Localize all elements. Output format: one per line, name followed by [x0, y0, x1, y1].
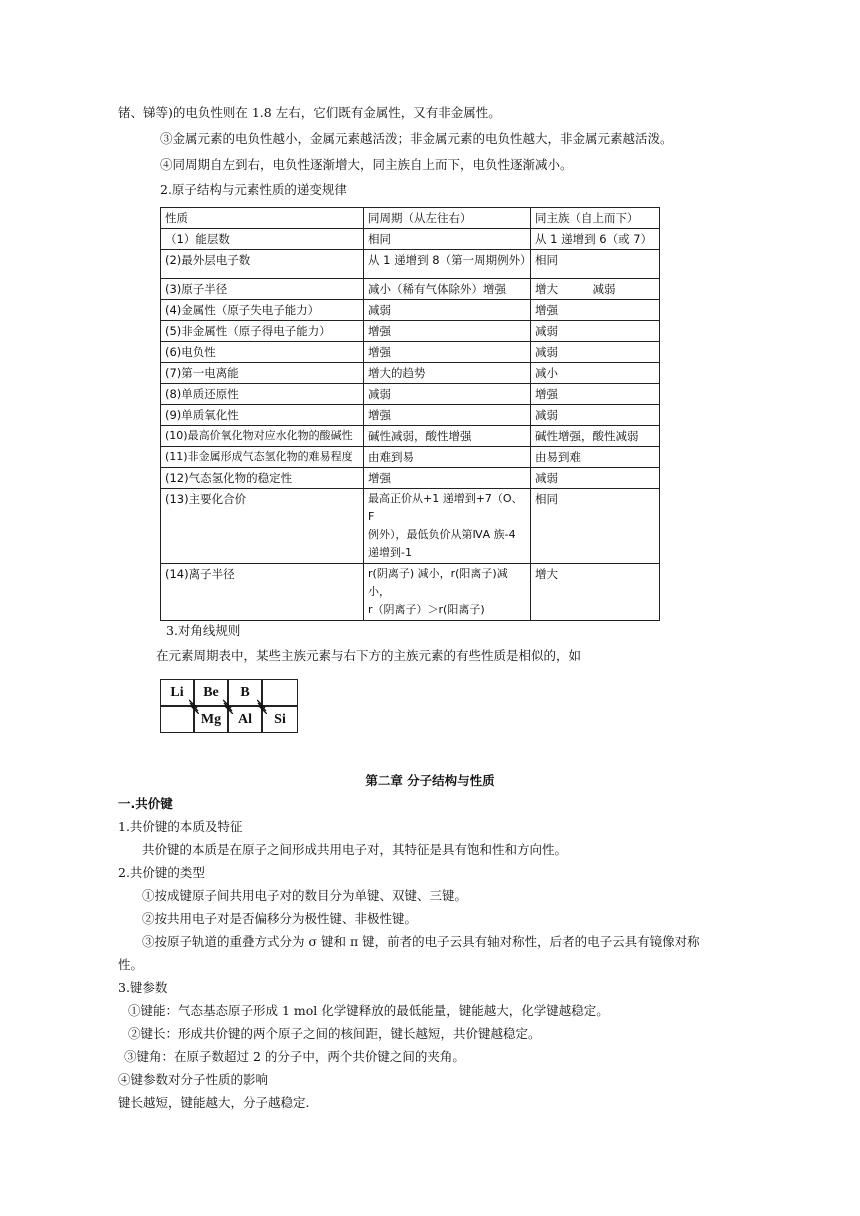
table-cell: 由难到易	[364, 447, 531, 468]
table-cell: 碱性减弱，酸性增强	[364, 426, 531, 447]
table-cell: (10)最高价氧化物对应水化物的酸碱性	[161, 426, 364, 447]
table-row	[161, 250, 660, 279]
table-cell	[364, 489, 531, 564]
table-cell: 相同	[364, 229, 531, 250]
element-cell: Li	[160, 679, 194, 706]
section-heading: 一.共价键	[118, 796, 173, 811]
table-header-row	[161, 208, 660, 229]
table-cell: (9)单质氧化性	[161, 405, 364, 426]
element-cell: Si	[262, 706, 298, 733]
element-cell: Be	[194, 679, 228, 706]
intro-line-3: ④同周期自左到右，电负性逐渐增大，同主族自上而下，电负性逐渐减小。	[160, 157, 573, 172]
table-cell: (7)第一电离能	[161, 363, 364, 384]
table-header-cell: 同主族（自上而下）	[531, 208, 660, 229]
paragraph: ①按成键原子间共用电子对的数目分为单键、双键、三键。	[142, 888, 468, 903]
table-row	[161, 405, 660, 426]
table-cell: (13)主要化合价	[161, 489, 364, 564]
table-cell: (14)离子半径	[161, 564, 364, 621]
paragraph: ②键长：形成共价键的两个原子之间的核间距，键长越短，共价键越稳定。	[128, 1026, 541, 1041]
table-cell: 从 1 递增到 6（或 7）	[531, 229, 660, 250]
table-header-cell: 性质	[161, 208, 364, 229]
element-cell: Al	[228, 706, 262, 733]
table-cell: 碱性增强，酸性减弱	[531, 426, 660, 447]
diagonal-heading: 3.对角线规则	[166, 623, 241, 638]
table-cell: 减小（稀有气体除外）增强	[364, 279, 531, 300]
table-cell: (2)最外层电子数	[161, 250, 364, 279]
table-row	[161, 300, 660, 321]
paragraph: 键长越短，键能越大，分子越稳定.	[118, 1095, 310, 1110]
cell-line: 最高正价从+1 递增到+7（O、F	[368, 492, 523, 523]
table-cell: 增强	[531, 384, 660, 405]
table-cell: 增强	[364, 405, 531, 426]
table-cell: 减弱	[531, 405, 660, 426]
table-row	[161, 321, 660, 342]
table-cell: 相同	[531, 489, 660, 564]
table-row	[161, 426, 660, 447]
table-cell: 增大 减弱	[531, 279, 660, 300]
table-cell: （1）能层数	[161, 229, 364, 250]
paragraph: ②按共用电子对是否偏移分为极性键、非极性键。	[142, 911, 418, 926]
element-cell: Mg	[194, 706, 228, 733]
subsection-title: 2.共价键的类型	[118, 865, 205, 880]
intro-line-2: ③金属元素的电负性越小，金属元素越活泼；非金属元素的电负性越大，非金属元素越活泼。	[160, 131, 673, 146]
table-cell: (4)金属性（原子失电子能力）	[161, 300, 364, 321]
table-cell: 增大	[531, 564, 660, 621]
paragraph: ③按原子轨道的重叠方式分为 σ 键和 π 键，前者的电子云具有轴对称性，后者的电子云具有镜像对称	[142, 934, 700, 949]
element-cell	[262, 679, 298, 706]
table-cell: (8)单质还原性	[161, 384, 364, 405]
table-cell: 增强	[364, 321, 531, 342]
diagonal-text: 在元素周期表中，某些主族元素与右下方的主族元素的有些性质是相似的，如	[156, 648, 582, 663]
table-row	[161, 447, 660, 468]
table-cell: 增强	[364, 468, 531, 489]
table-cell: 减弱	[531, 342, 660, 363]
paragraph: ①键能：气态基态原子形成 1 mol 化学键释放的最低能量，键能越大，化学键越稳定。	[128, 1003, 609, 1018]
table-row	[161, 279, 660, 300]
table-row	[161, 342, 660, 363]
section-heading-2: 2.原子结构与元素性质的递变规律	[160, 182, 347, 197]
table-cell: 减弱	[531, 321, 660, 342]
table-cell: 减弱	[364, 300, 531, 321]
table-cell: 从 1 递增到 8（第一周期例外）	[364, 250, 531, 279]
table-cell: (3)原子半径	[161, 279, 364, 300]
table-row	[161, 229, 660, 250]
paragraph: 共价键的本质是在原子之间形成共用电子对，其特征是具有饱和性和方向性。	[142, 842, 568, 857]
table-cell: 减小	[531, 363, 660, 384]
table-row	[161, 363, 660, 384]
table-cell	[364, 564, 531, 621]
table-cell: 减弱	[364, 384, 531, 405]
table-header-cell: 同周期（从左往右）	[364, 208, 531, 229]
table-cell: (12)气态氢化物的稳定性	[161, 468, 364, 489]
table-row	[161, 564, 660, 621]
paragraph: ④键参数对分子性质的影响	[118, 1072, 269, 1087]
diagonal-arrow-icon	[257, 698, 267, 714]
table-cell: 由易到难	[531, 447, 660, 468]
cell-line: r（阴离子）＞r(阳离子)	[368, 603, 485, 616]
table-cell: (5)非金属性（原子得电子能力）	[161, 321, 364, 342]
table-cell: (11)非金属形成气态氢化物的难易程度	[161, 447, 364, 468]
intro-line-1: 锗、锑等)的电负性则在 1.8 左右，它们既有金属性，又有非金属性。	[118, 105, 501, 120]
subsection-title: 1.共价键的本质及特征	[118, 819, 243, 834]
paragraph: ③键角：在原子数超过 2 的分子中，两个共价键之间的夹角。	[124, 1049, 465, 1064]
cell-line: 例外），最低负价从第ⅣA 族-4	[368, 528, 516, 541]
diagonal-arrow-icon	[189, 698, 199, 714]
table-cell: 增大的趋势	[364, 363, 531, 384]
property-table	[160, 207, 660, 621]
table-row	[161, 384, 660, 405]
table-row	[161, 489, 660, 564]
table-cell: 相同	[531, 250, 660, 279]
table-cell: 减弱	[531, 468, 660, 489]
cell-line: r(阴离子) 减小，r(阳离子)减小，	[368, 567, 508, 598]
table-cell: (6)电负性	[161, 342, 364, 363]
subsection-title: 3.键参数	[118, 980, 168, 995]
diagonal-rule-diagram	[160, 679, 302, 735]
chapter-title: 第二章 分子结构与性质	[365, 773, 495, 788]
element-cell: B	[228, 679, 262, 706]
cell-line: 递增到-1	[368, 546, 412, 559]
table-cell: 增强	[531, 300, 660, 321]
table-row	[161, 468, 660, 489]
table-cell: 增强	[364, 342, 531, 363]
diagonal-arrow-icon	[223, 698, 233, 714]
paragraph: 性。	[118, 957, 144, 972]
